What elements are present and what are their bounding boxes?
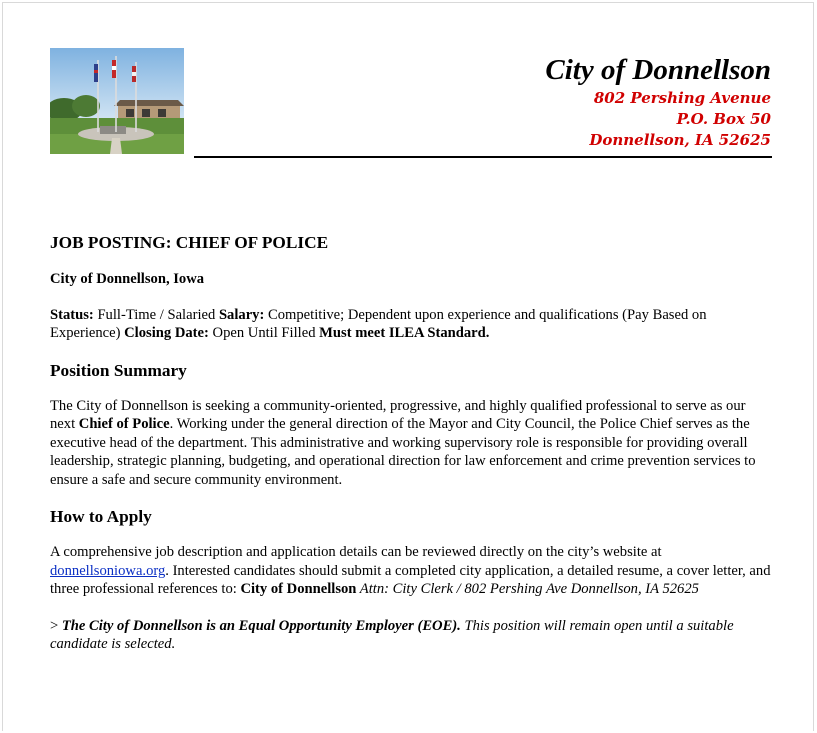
address-po-box: P.O. Box 50 [676,110,771,128]
recipient-name: City of Donnellson [240,581,357,597]
closing-date-label: Closing Date: [124,325,209,341]
address-city-state-zip: Donnellson, IA 52625 [589,131,771,149]
how-to-apply-heading: How to Apply [50,507,152,526]
city-hall-flags-photo [50,48,184,154]
apply-text-part1: A comprehensive job description and application details can be reviewed directly on the city’s website at [50,544,662,560]
eoe-statement [50,617,772,654]
closing-date-value: Open Until Filled [208,325,320,341]
eoe-prefix: > [50,617,62,634]
salary-value: Competitive; Dependent upon experience and qualifications (Pay Based on Experience) [50,306,707,341]
summary-text-part1: The City of Donnellson is seeking a community-oriented, progressive, and highly qualified professional to serve as our next [50,397,746,432]
letterhead [545,52,771,151]
posting-location: City of Donnellson, Iowa [50,271,205,287]
recipient-address: Attn: City Clerk / 802 Pershing Ave Donnellson, IA 52625 [356,581,699,597]
summary-text-part2: . Working under the general direction of the Mayor and City Council, the Police Chief serves as the executive head of the department. This administrative and working supervisory role is responsible for providing overall leadership, strategic planning, budgeting, and operational direction for law enforcement and crime prevention services to ensure a safe and secure community environment. [50,416,756,488]
ilea-standard: Must meet ILEA Standard. [319,325,490,341]
how-to-apply-text [50,543,772,599]
document-body [50,232,772,671]
status-label: Status: [50,306,94,323]
address-street: 802 Pershing Avenue [593,89,771,107]
posting-title: JOB POSTING: CHIEF OF POLICE [50,233,329,252]
apply-text-part2: . Interested candidates should submit a completed city application, a detailed resume, a cover letter, and three professional references to: [50,562,771,597]
header-divider [194,156,772,158]
position-summary-text [50,397,772,490]
position-summary-heading: Position Summary [50,360,187,380]
salary-label: Salary: [218,306,265,323]
website-link[interactable]: donnellsoniowa.org [50,562,166,579]
eoe-italic: This position will remain open until a suitable candidate is selected. [50,617,734,652]
posting-details [50,306,772,343]
summary-chief-of-police: Chief of Police [78,416,170,432]
city-name: City of Donnellson [545,54,771,86]
eoe-bold: The City of Donnellson is an Equal Opportunity Employer (EOE). [61,617,461,634]
status-value: Full-Time / Salaried [93,306,219,323]
